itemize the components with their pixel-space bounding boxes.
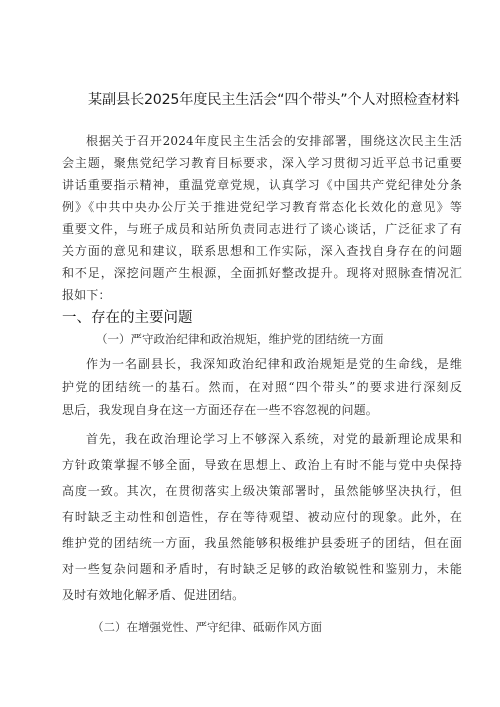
body-line: 方针政策掌握不够全面，导致在思想上、政治上有时不能与党中央保持 bbox=[62, 458, 462, 472]
intro-line: 根据关于召开2024年度民主生活会的安排部署，围绕这次民主生活 bbox=[86, 134, 462, 148]
intro-line: 关方面的意见和建议，联系思想和工作实际，深入查找自身存在的问题 bbox=[62, 244, 462, 258]
intro-line: 讲话重要指示精神，重温党章党规，认真学习《中国共产党纪律处分条 bbox=[62, 178, 462, 192]
intro-line: 报如下： bbox=[62, 288, 111, 302]
body-line: 首先，我在政治理论学习上不够深入系统，对党的最新理论成果和 bbox=[86, 432, 462, 446]
body-line: 对一些复杂问题和矛盾时，有时缺乏足够的政治敏锐性和鉴别力，未能 bbox=[62, 562, 462, 576]
subsection-heading: （二）在增强党性、严守纪律、砥砺作风方面 bbox=[92, 620, 322, 634]
intro-line: 例》《中共中央办公厅关于推进党纪学习教育常态化长效化的意见》等 bbox=[62, 200, 462, 214]
intro-line: 重要文件，与班子成员和站所负责同志进行了谈心谈话，广泛征求了有 bbox=[62, 222, 462, 236]
document-title: 某副县长2025年度民主生活会“四个带头”个人对照检查材料 bbox=[88, 92, 460, 108]
body-line: 及时有效地化解矛盾、促进团结。 bbox=[62, 588, 245, 602]
intro-line: 和不足，深挖问题产生根源，全面抓好整改提升。现将对照脉查情况汇 bbox=[62, 266, 462, 280]
body-line: 作为一名副县长，我深知政治纪律和政治规矩是党的生命线，是维 bbox=[86, 357, 462, 371]
body-line: 护党的团结统一的基石。然而，在对照“四个带头”的要求进行深刻反 bbox=[62, 380, 462, 394]
body-line: 思后，我发现自身在这一方面还存在一些不容忽视的问题。 bbox=[62, 403, 378, 417]
intro-line: 会主题，聚焦党纪学习教育目标要求，深入学习贯彻习近平总书记重要 bbox=[62, 156, 462, 170]
body-line: 有时缺乏主动性和创造性，存在等待观望、被动应付的现象。此外，在 bbox=[62, 510, 462, 524]
subsection-heading: （一）严守政治纪律和政治规矩，维护党的团结统一方面 bbox=[96, 332, 384, 346]
body-line: 维护党的团结统一方面，我虽然能够积极维护县委班子的团结，但在面 bbox=[62, 536, 462, 550]
body-line: 高度一致。其次，在贯彻落实上级决策部署时，虽然能够坚决执行，但 bbox=[62, 484, 462, 498]
section-heading: 一、存在的主要问题 bbox=[62, 310, 193, 326]
